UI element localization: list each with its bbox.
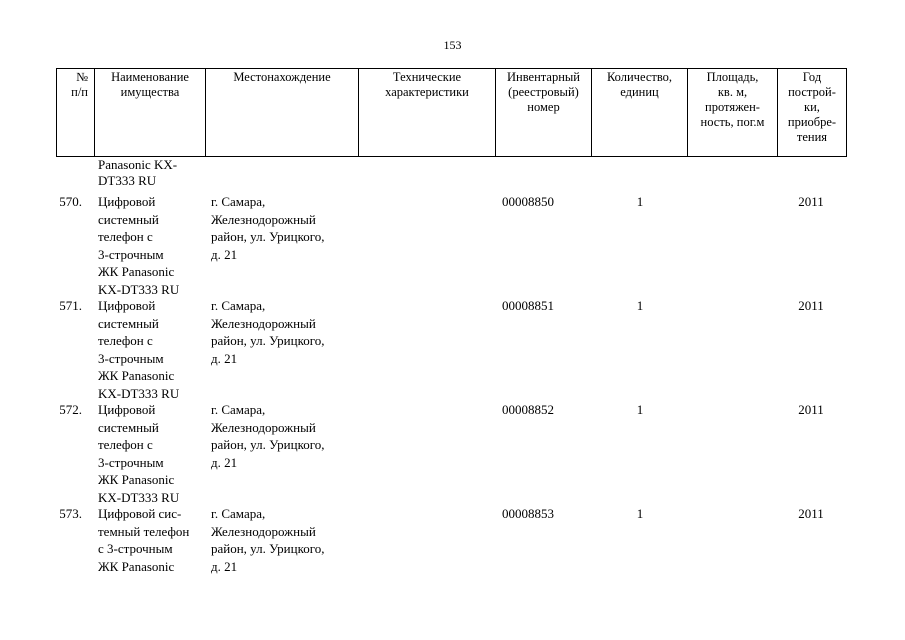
column-header-quantity: Количество, единиц (592, 69, 688, 157)
item-name: Цифровой системный телефон с 3-строчным ЖК Panasonic KX-DT333 RU (98, 402, 180, 505)
column-header-year: Год построй- ки, приобре- тения (778, 69, 847, 157)
item-quantity: 1 (636, 298, 644, 313)
continued-item-text: Panasonic KX- DT333 RU (98, 157, 178, 188)
item-quantity: 1 (636, 402, 644, 417)
item-location: г. Самара, Железнодорожный район, ул. Урицкого, д. 21 (211, 506, 325, 574)
row-number: 571. (59, 298, 82, 313)
column-header-tech: Технические характеристики (359, 69, 496, 157)
item-quantity: 1 (636, 194, 644, 209)
inventory-number: 00008851 (502, 298, 554, 313)
row-number: 573. (59, 506, 82, 521)
inventory-number: 00008853 (502, 506, 554, 521)
item-location: г. Самара, Железнодорожный район, ул. Урицкого, д. 21 (211, 402, 325, 470)
item-name: Цифровой системный телефон с 3-строчным ЖК Panasonic KX-DT333 RU (98, 194, 180, 297)
column-header-number: № п/п (57, 69, 95, 157)
item-name: Цифровой сис- темный телефон с 3-строчным ЖК Panasonic (98, 506, 190, 574)
acquisition-year: 2011 (798, 506, 824, 521)
property-table-header (56, 68, 847, 157)
item-location: г. Самара, Железнодорожный район, ул. Урицкого, д. 21 (211, 298, 325, 366)
inventory-number: 00008850 (502, 194, 554, 209)
column-header-inventory: Инвентарный (реестровый) номер (496, 69, 592, 157)
acquisition-year: 2011 (798, 402, 824, 417)
item-location: г. Самара, Железнодорожный район, ул. Урицкого, д. 21 (211, 194, 325, 262)
column-header-location: Местонахождение (206, 69, 359, 157)
acquisition-year: 2011 (798, 298, 824, 313)
column-header-area: Площадь, кв. м, протяжен- ность, пог.м (688, 69, 778, 157)
page-number: 153 (443, 38, 462, 52)
inventory-number: 00008852 (502, 402, 554, 417)
row-number: 570. (59, 194, 82, 209)
row-number: 572. (59, 402, 82, 417)
acquisition-year: 2011 (798, 194, 824, 209)
column-header-name: Наименование имущества (95, 69, 206, 157)
item-quantity: 1 (636, 506, 644, 521)
item-name: Цифровой системный телефон с 3-строчным ЖК Panasonic KX-DT333 RU (98, 298, 180, 401)
